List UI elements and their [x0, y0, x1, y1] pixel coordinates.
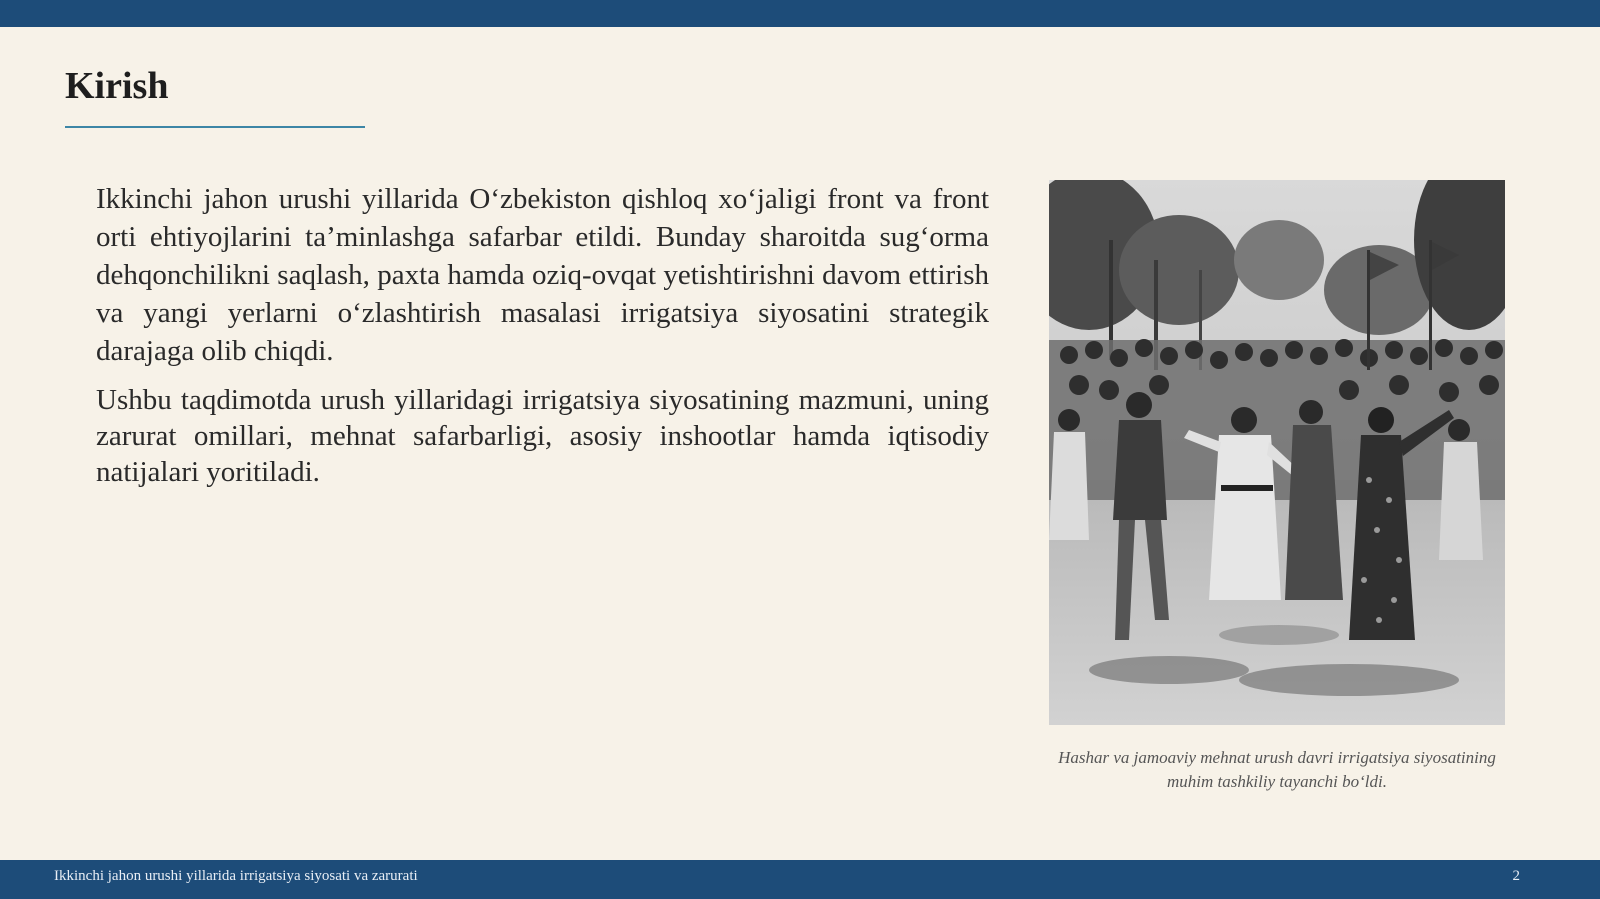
photo-caption: Hashar va jamoaviy mehnat urush davri irrigatsiya siyosatining muhim tashkiliy tayanchi bo‘ldi. [1058, 748, 1496, 791]
top-bar [0, 0, 1600, 27]
paragraph-intro: Ikkinchi jahon urushi yillarida O‘zbekiston qishloq xo‘jaligi front va front orti ehtiyojlarini ta’minlashga safarbar etildi. Bunday sharoitda sug‘orma dehqonchilikni saqlash, paxta hamda oziq-ovqat yetishtirishni davom ettirish va yangi yerlarni o‘zlashtirish masalasi irrigatsiya siyosatini strategik darajaga olib chiqdi. [96, 183, 989, 367]
footer-title: Ikkinchi jahon urushi yillarida irrigatsiya siyosati va zarurati [54, 868, 418, 884]
title-underline [65, 126, 365, 128]
footer-bar [0, 860, 1600, 899]
body-text [96, 180, 989, 502]
slide-title: Kirish [65, 65, 169, 107]
historical-photo [1049, 180, 1505, 725]
paragraph-summary: Ushbu taqdimotda urush yillaridagi irrigatsiya siyosatining mazmuni, uning zarurat omillari, mehnat safarbarligi, asosiy inshootlar hamda iqtisodiy natijalari yoritiladi. [96, 384, 989, 488]
crowd-photo-illustration [1049, 180, 1505, 725]
page-number: 2 [1512, 868, 1520, 884]
